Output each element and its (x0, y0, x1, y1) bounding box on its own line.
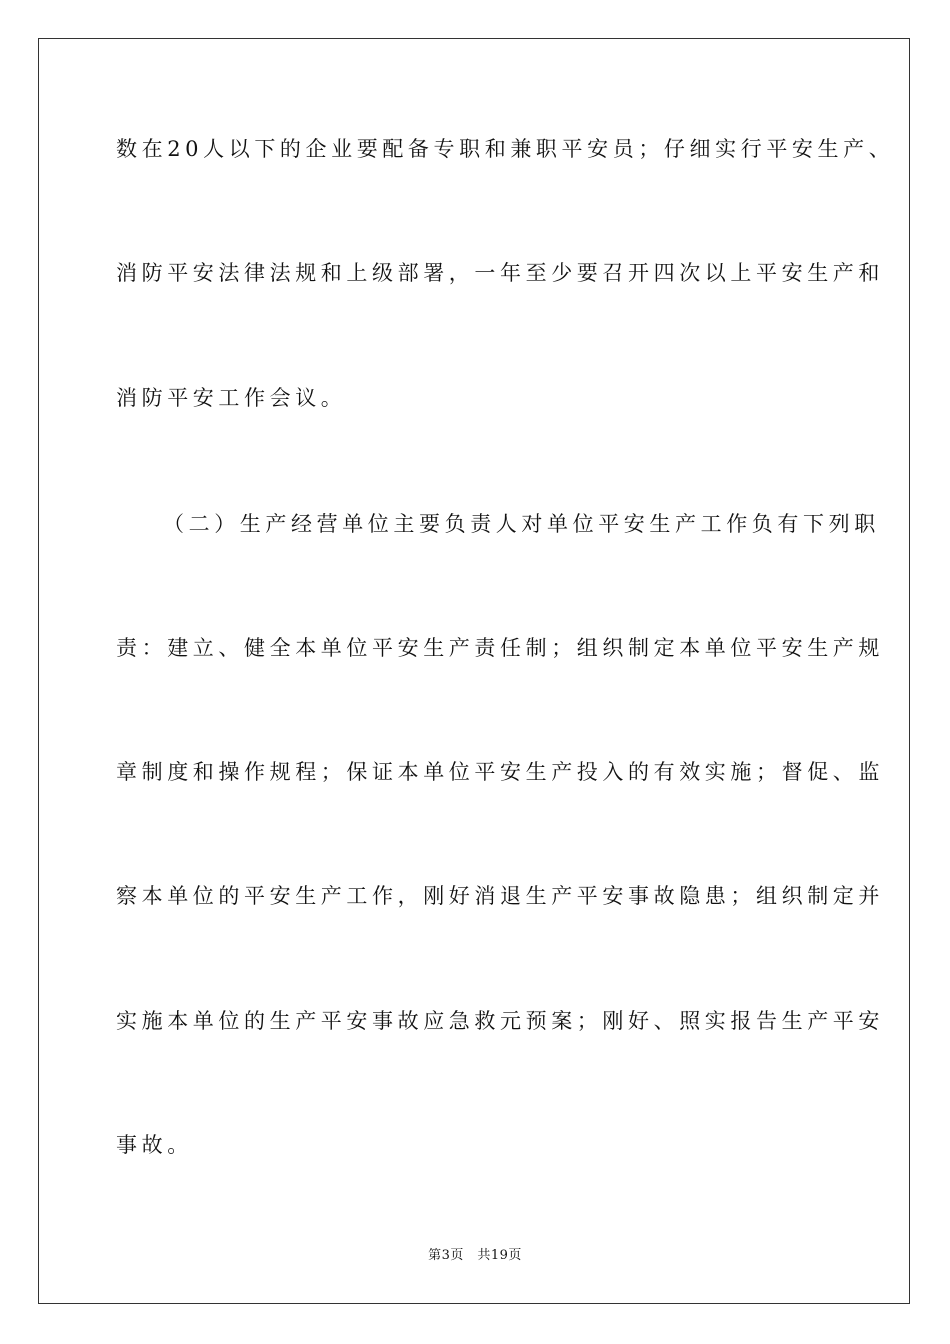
page-number-footer: 第3页 共19页 (428, 1248, 522, 1263)
paragraph-start-line: （二）生产经营单位主要负责人对单位平安生产工作负有下列职 (163, 512, 880, 536)
body-text-line: 消防平安工作会议。 (116, 386, 347, 410)
body-text-line: 责：建立、健全本单位平安生产责任制；组织制定本单位平安生产规 (116, 636, 884, 660)
body-text-line: 实施本单位的生产平安事故应急救元预案；刚好、照实报告生产平安 (116, 1009, 884, 1033)
body-text-line: 章制度和操作规程；保证本单位平安生产投入的有效实施；督促、监 (116, 760, 884, 784)
body-text-line: 消防平安法律法规和上级部署，一年至少要召开四次以上平安生产和 (116, 261, 884, 285)
page-border (38, 38, 910, 1304)
body-text-line: 察本单位的平安生产工作，刚好消退生产平安事故隐患；组织制定并 (116, 884, 884, 908)
body-text-line: 数在20人以下的企业要配备专职和兼职平安员；仔细实行平安生产、 (116, 137, 895, 161)
body-text-line: 事故。 (116, 1133, 193, 1157)
